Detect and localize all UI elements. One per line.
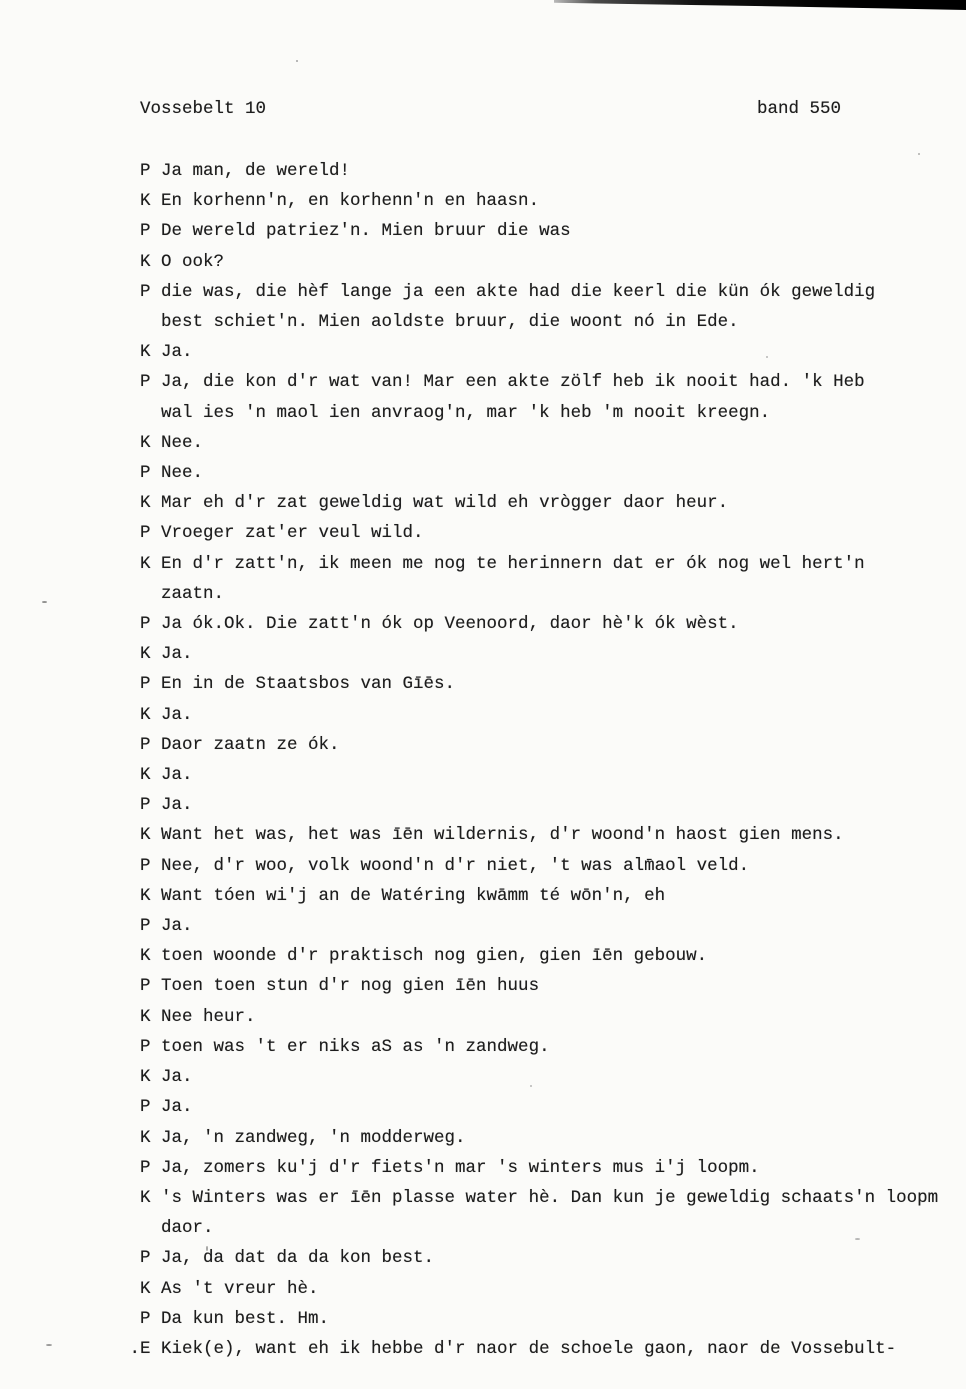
- transcript-line: P De wereld patriez'n. Mien bruur die was: [140, 221, 571, 242]
- transcript-line: K Want tóen wi'j an de Watéring kwāmm té wōn'n, eh: [140, 885, 666, 906]
- transcript-line: K Ja.: [140, 704, 193, 725]
- transcript-line: K Ja.: [140, 644, 193, 665]
- page-header: [140, 97, 841, 121]
- transcript-line: P Ja ók.Ok. Die zatt'n ók op Veenoord, daor hè'k ók wèst.: [140, 614, 739, 635]
- transcript-line: P Toen toen stun d'r nog gien īēn huus: [140, 976, 540, 997]
- transcript-line: P toen was 't er niks aS as 'n zandweg.: [140, 1036, 550, 1057]
- transcript: [129, 156, 960, 1364]
- transcript-line: P Ja, zomers ku'j d'r fiets'n mar 's winters mus i'j loopm.: [140, 1157, 760, 1178]
- transcript-line: K Ja.: [140, 1067, 193, 1088]
- transcript-line: P Ja man, de wereld!: [140, 161, 351, 181]
- transcript-line: P Ja, die kon d'r wat van! Mar een akte zölf heb ik nooit had. 'k Heb: [140, 372, 865, 393]
- transcript-line: K En d'r zatt'n, ik meen me nog te herinnern dat er ók nog wel hert'n: [140, 553, 865, 574]
- scan-speck: [766, 356, 768, 358]
- transcript-line: daor.: [140, 1218, 214, 1239]
- transcript-line: P die was, die hèf lange ja een akte had die keerl die kün ók geweldig: [140, 281, 876, 302]
- transcript-line: P Nee, d'r woo, volk woond'n d'r niet, 't was alm̄aol veld.: [140, 855, 750, 876]
- transcript-line: P Vroeger zat'er veul wild.: [140, 523, 424, 544]
- transcript-line: P Ja.: [140, 1097, 193, 1118]
- transcript-line: P Da kun best. Hm.: [140, 1308, 330, 1329]
- scan-speck: [530, 1085, 532, 1087]
- transcript-line: K 's Winters was er īēn plasse water hè. Dan kun je geweldig schaats'n loopm: [140, 1187, 939, 1208]
- transcript-line: .E Kiek(e), want eh ik hebbe d'r naor de schoele gaon, naor de Vossebult-: [129, 1338, 897, 1359]
- scan-speck: [918, 153, 920, 155]
- document-title: Vossebelt 10: [140, 99, 267, 119]
- band-number: band 550: [756, 99, 841, 119]
- transcript-line: K O ook?: [140, 251, 225, 272]
- transcript-line: P Nee.: [140, 463, 204, 484]
- transcript-line: P Daor zaatn ze ók.: [140, 734, 340, 755]
- transcript-line: K Ja.: [140, 765, 193, 786]
- transcript-line: P En in de Staatsbos van Gīēs.: [140, 674, 456, 695]
- transcript-line: K As 't vreur hè.: [140, 1278, 319, 1299]
- scan-speck: [46, 1344, 52, 1346]
- transcript-line: K Ja.: [140, 342, 193, 363]
- transcript-line: K Want het was, het was īēn wildernis, d'r woond'n haost gien mens.: [140, 825, 844, 846]
- scan-speck: [855, 1238, 860, 1240]
- scan-speck: [296, 60, 298, 62]
- transcript-line: wal ies 'n maol ien anvraog'n, mar 'k heb 'm nooit kreegn.: [140, 402, 771, 423]
- scan-artifact-top-edge: [554, 0, 966, 10]
- transcript-line: K toen woonde d'r praktisch nog gien, gien īēn gebouw.: [140, 946, 708, 967]
- transcript-line: P Ja.: [140, 916, 193, 937]
- transcript-line: K Ja, 'n zandweg, 'n modderweg.: [140, 1127, 466, 1148]
- transcript-line: K Nee heur.: [140, 1006, 256, 1027]
- transcript-line: K Nee.: [140, 432, 204, 453]
- transcript-line: P Ja, da dat da da kon best.: [140, 1248, 435, 1269]
- transcript-line: K Mar eh d'r zat geweldig wat wild eh vrògger daor heur.: [140, 493, 729, 514]
- transcript-line: zaatn.: [140, 583, 225, 604]
- scan-speck: [42, 601, 47, 603]
- transcript-line: best schiet'n. Mien aoldste bruur, die woont nó in Ede.: [140, 312, 739, 333]
- scan-speck: [206, 1246, 208, 1251]
- transcript-line: K En korhenn'n, en korhenn'n en haasn.: [140, 191, 540, 212]
- transcript-line: P Ja.: [140, 795, 193, 816]
